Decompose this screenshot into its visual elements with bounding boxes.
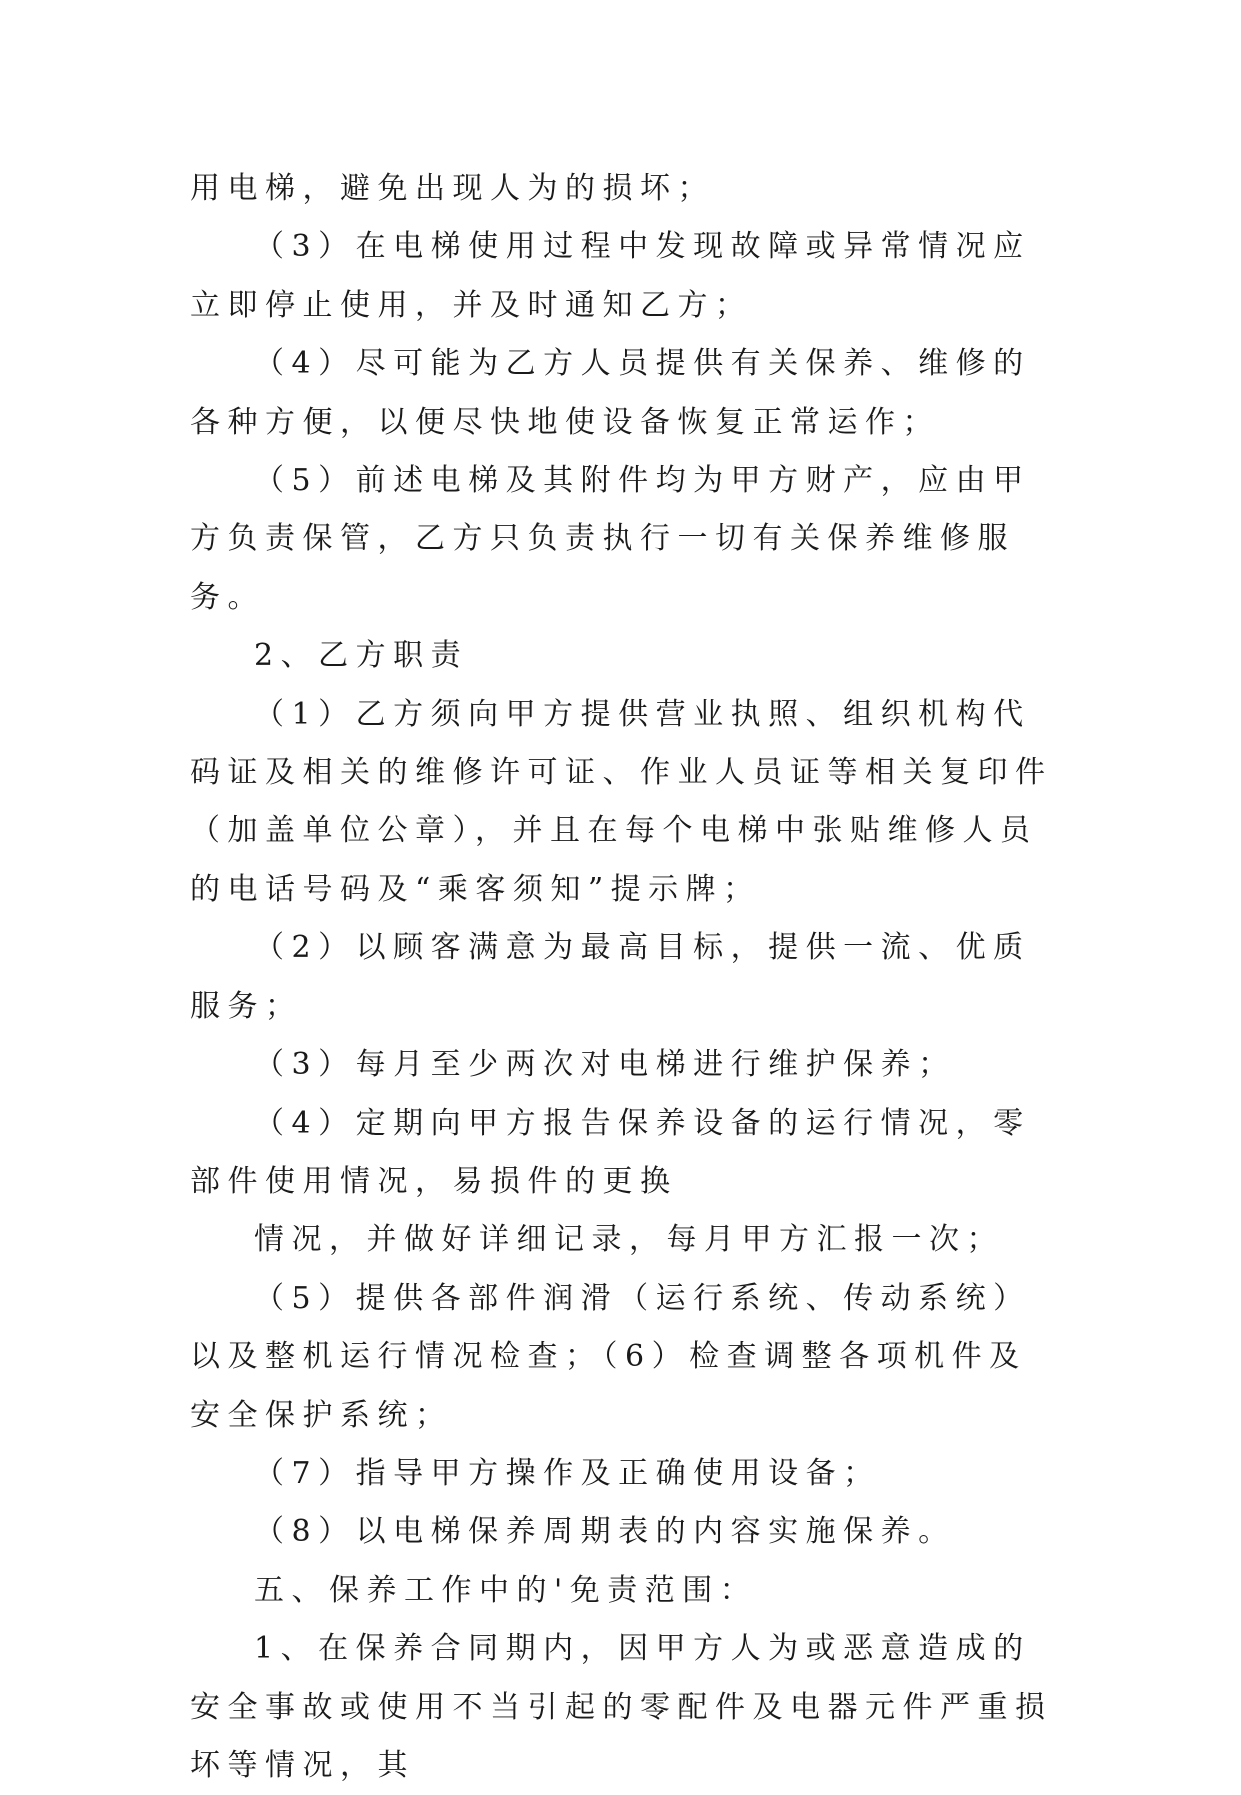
paragraph-continuation: 用电梯，避免出现人为的损坏； — [190, 171, 715, 206]
paragraph-item-3: （3）在电梯使用过程中发现故障或异常情况应立即停止使用，并及时通知乙方； — [190, 229, 1031, 323]
paragraph-item-5: （5）前述电梯及其附件均为甲方财产，应由甲方负责保管，乙方只负责执行一切有关保养维修服务。 — [190, 463, 1031, 615]
section-heading-party-b-duties: 2、乙方职责 — [254, 638, 469, 674]
paragraph-b-item-2: （2）以顾客满意为最高目标，提供一流、优质服务； — [190, 930, 1031, 1024]
paragraph-b-item-4: （4）定期向甲方报告保养设备的运行情况，零部件使用情况，易损件的更换 — [190, 1105, 1031, 1199]
paragraph-b-item-7: （7）指导甲方操作及正确使用设备； — [254, 1455, 881, 1491]
paragraph-exemption-item-1: 1、在保养合同期内，因甲方人为或恶意造成的安全事故或使用不当引起的零配件及电器元件严重损坏等情况，其 — [190, 1631, 1053, 1783]
paragraph-b-item-5-6: （5）提供各部件润滑（运行系统、传动系统）以及整机运行情况检查；（6）检查调整各项机件及安全保护系统； — [190, 1280, 1031, 1433]
paragraph-b-item-3: （3）每月至少两次对电梯进行维护保养； — [254, 1047, 956, 1083]
paragraph-item-4: （4）尽可能为乙方人员提供有关保养、维修的各种方便，以便尽快地使设备恢复正常运作； — [190, 346, 1031, 440]
section-heading-exemption-scope: 五、保养工作中的'免责范围： — [254, 1572, 758, 1608]
paragraph-b-item-8: （8）以电梯保养周期表的内容实施保养。 — [254, 1514, 956, 1550]
paragraph-b-item-1: （1）乙方须向甲方提供营业执照、组织机构代码证及相关的维修许可证、作业人员证等相关复印件（加盖单位公章），并且在每个电梯中张贴维修人员的电话号码及“乘客须知”提示牌； — [190, 696, 1053, 907]
paragraph-b-item-4-continued: 情况，并做好详细记录，每月甲方汇报一次； — [254, 1222, 1004, 1258]
